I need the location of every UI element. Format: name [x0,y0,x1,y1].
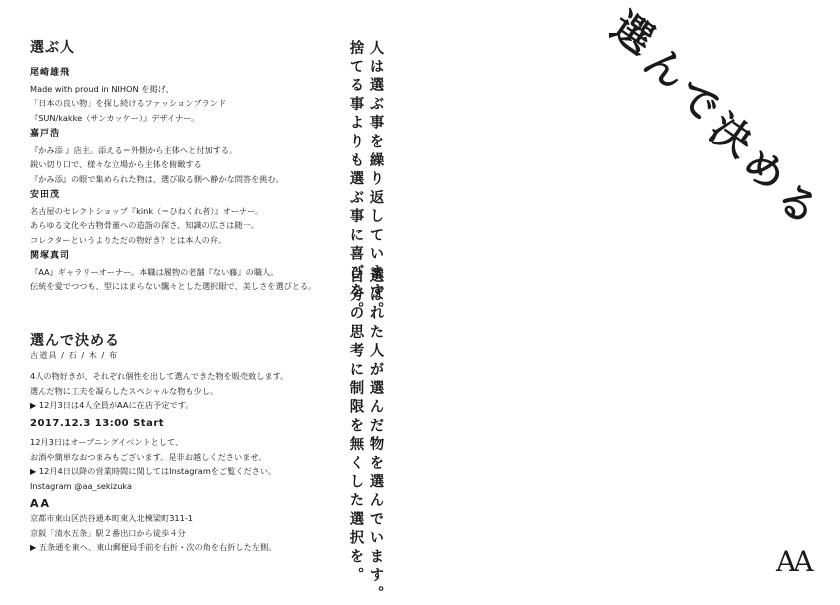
selector-bio-line: 『かみ添 』店主。添える＝外側から主体へと付加する。 [30,145,238,156]
venue-address [30,511,350,555]
description-line: ▶ 12月3日は4人全員がAAに在店予定です。 [30,400,194,410]
diagonal-title-char: ん [635,37,695,99]
selector-entry [30,249,330,294]
description-line: 選んだ物に工夫を凝らしたスペシャルな物も少し。 [30,385,219,396]
instagram-handle: Instagram @aa_sekizuka [30,480,132,491]
selector-bio-line: コレクターというよりただの物好き？とは本人の弁。 [30,234,227,245]
description-line: 4人の物好きが、それぞれ個性を出して選んできた物を販売致します。 [30,371,289,381]
diagonal-title-char: で [668,71,728,133]
selector-bio-line: 『AA』ギャラリーオーナー。本職は履物の老舗『ない藤』の職人。 [30,267,279,278]
selector-entry [30,66,330,125]
vertical-text-column: 捨てる事よりも選ぶ事に喜びを。 [347,40,364,321]
diagonal-title-char: 決 [701,105,761,167]
venue-line: 京都市東山区渋谷通本町東入北棟梁町311-1 [30,513,193,523]
materials-list: 古道具 / 石 / 木 / 布 [30,350,119,360]
selector-bio-line: あらゆる文化や古物骨董への造詣の深さ、知識の広さは随一。 [30,220,259,231]
selector-entry [30,188,330,247]
aa-logo: AA [776,545,811,578]
event-details [30,435,350,493]
selector-bio-line: 鋭い切り口で、様々な立場から主体を俯瞰する [30,159,202,170]
venue-line: ▶ 五条通を東へ、東山郵便局手前を右折・次の角を右折した左側。 [30,542,277,552]
event-detail-line: 12月3日はオープニングイベントとして、 [30,437,184,447]
venue-name: AA [30,497,52,510]
selector-name: 嘉戸浩 [30,129,61,139]
venue-line: 京阪「清水五条」駅２番出口から徒歩４分 [30,527,186,538]
event-detail-line: ▶ 12月4日以降の営業時間に関してはInstagramをご覧ください。 [30,466,277,476]
selector-entry [30,127,330,186]
vertical-text-column: 自分の思考に制限を無くした選択を。 [347,268,364,586]
event-detail-line: お酒や簡単なおつまみもございます。是非お越しくださいませ。 [30,451,267,462]
diagonal-title-char: る [767,173,827,235]
selector-name: 安田茂 [30,190,61,200]
selector-name: 尾崎雄飛 [30,68,71,78]
event-datetime: 2017.12.3 13:00 Start [30,418,165,429]
selector-bio-line: 『SUN/kakke（サンカッケー）』デザイナー。 [30,112,200,123]
vertical-text-column: 選ばれた人が選んだ物を選んでいます。 [367,268,384,605]
event-description [30,369,350,413]
selectors-title: 選ぶ人 [30,40,75,56]
diagonal-title-char: 選 [602,3,662,65]
vertical-text-column: 人は選ぶ事を繰り返しています。 [367,40,384,321]
selector-bio-line: 『かみ添』の眼で集められた物は、選び取る側へ静かな問答を挑む。 [30,173,284,184]
selector-bio-line: 名古屋のセレクトショップ『kink（＝ひねくれ者）』オーナー。 [30,206,264,217]
selector-name: 関塚真司 [30,251,71,261]
selector-bio-line: 伝統を愛でつつも、型にはまらない飄々とした選択眼で、美しさを選びとる。 [30,281,317,292]
selector-bio-line: Made with proud in NIHON を掲げ、 [30,84,174,95]
diagonal-title-char: め [734,139,794,201]
event-title: 選んで決める [30,333,120,349]
selector-bio-line: 「日本の良い物」を探し続けるファッションブランド [30,98,227,109]
